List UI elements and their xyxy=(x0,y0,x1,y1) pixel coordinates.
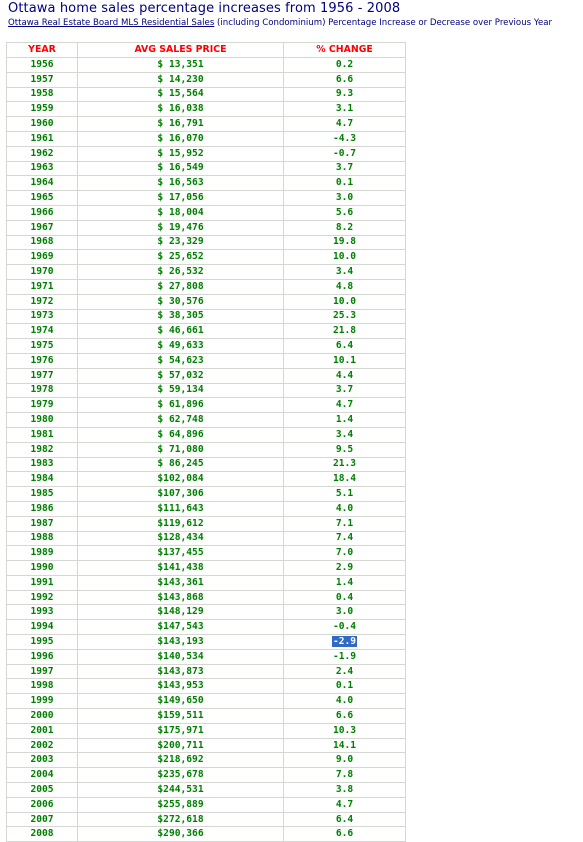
year-cell: 1956 xyxy=(7,58,78,73)
table-row xyxy=(7,368,406,383)
price-cell: $ 54,623 xyxy=(78,353,284,368)
price-cell: $ 16,563 xyxy=(78,176,284,191)
price-cell: $141,438 xyxy=(78,561,284,576)
table-row xyxy=(7,546,406,561)
price-cell: $137,455 xyxy=(78,546,284,561)
price-cell: $ 16,070 xyxy=(78,131,284,146)
price-cell: $ 16,791 xyxy=(78,117,284,132)
table-row xyxy=(7,679,406,694)
price-cell: $140,534 xyxy=(78,649,284,664)
change-cell: -0.4 xyxy=(284,620,406,635)
year-cell: 2008 xyxy=(7,827,78,842)
price-cell: $272,618 xyxy=(78,812,284,827)
price-cell: $ 14,230 xyxy=(78,72,284,87)
price-cell: $147,543 xyxy=(78,620,284,635)
price-cell: $119,612 xyxy=(78,516,284,531)
year-cell: 1971 xyxy=(7,279,78,294)
table-row xyxy=(7,87,406,102)
price-cell: $ 16,549 xyxy=(78,161,284,176)
year-cell: 1983 xyxy=(7,457,78,472)
year-cell: 1988 xyxy=(7,531,78,546)
change-cell: 1.4 xyxy=(284,575,406,590)
table-row xyxy=(7,265,406,280)
price-cell: $ 13,351 xyxy=(78,58,284,73)
year-cell: 1970 xyxy=(7,265,78,280)
year-cell: 1957 xyxy=(7,72,78,87)
subtitle-text: (including Condominium) Percentage Increase or Decrease over Previous Year xyxy=(214,18,553,28)
change-cell: 6.6 xyxy=(284,709,406,724)
year-cell: 1987 xyxy=(7,516,78,531)
table-row xyxy=(7,457,406,472)
price-cell: $ 59,134 xyxy=(78,383,284,398)
year-cell: 1967 xyxy=(7,220,78,235)
price-cell: $107,306 xyxy=(78,487,284,502)
table-row xyxy=(7,58,406,73)
table-row xyxy=(7,102,406,117)
table-row xyxy=(7,635,406,650)
price-cell: $ 49,633 xyxy=(78,339,284,354)
source-link[interactable]: Ottawa Real Estate Board MLS Residential Sales xyxy=(8,18,215,28)
year-cell: 1981 xyxy=(7,427,78,442)
change-cell: 1.4 xyxy=(284,413,406,428)
price-cell: $148,129 xyxy=(78,605,284,620)
table-row xyxy=(7,516,406,531)
table-row xyxy=(7,605,406,620)
table-row xyxy=(7,709,406,724)
year-cell: 1984 xyxy=(7,472,78,487)
year-cell: 1977 xyxy=(7,368,78,383)
price-cell: $ 15,564 xyxy=(78,87,284,102)
table-row xyxy=(7,117,406,132)
change-cell: 4.4 xyxy=(284,368,406,383)
change-cell: 10.0 xyxy=(284,250,406,265)
price-cell: $ 57,032 xyxy=(78,368,284,383)
change-cell: 3.4 xyxy=(284,265,406,280)
year-cell: 1992 xyxy=(7,590,78,605)
table-row xyxy=(7,250,406,265)
price-cell: $ 86,245 xyxy=(78,457,284,472)
page-subtitle xyxy=(8,18,552,28)
price-cell: $ 19,476 xyxy=(78,220,284,235)
change-cell: 4.7 xyxy=(284,117,406,132)
change-cell: 9.3 xyxy=(284,87,406,102)
year-cell: 1959 xyxy=(7,102,78,117)
year-cell: 1969 xyxy=(7,250,78,265)
price-cell: $ 62,748 xyxy=(78,413,284,428)
change-cell: 19.8 xyxy=(284,235,406,250)
change-cell: -4.3 xyxy=(284,131,406,146)
table-row xyxy=(7,827,406,842)
change-cell: 3.7 xyxy=(284,161,406,176)
price-cell: $143,873 xyxy=(78,664,284,679)
year-cell: 1979 xyxy=(7,398,78,413)
table-row xyxy=(7,723,406,738)
year-cell: 1965 xyxy=(7,191,78,206)
change-cell: 0.2 xyxy=(284,58,406,73)
table-row xyxy=(7,561,406,576)
change-cell: 7.8 xyxy=(284,768,406,783)
header-year: YEAR xyxy=(7,43,78,58)
price-cell: $ 64,896 xyxy=(78,427,284,442)
table-row xyxy=(7,176,406,191)
table-row xyxy=(7,294,406,309)
year-cell: 1999 xyxy=(7,694,78,709)
year-cell: 2007 xyxy=(7,812,78,827)
change-cell: 6.4 xyxy=(284,812,406,827)
year-cell: 1995 xyxy=(7,635,78,650)
price-cell: $159,511 xyxy=(78,709,284,724)
price-cell: $ 27,808 xyxy=(78,279,284,294)
year-cell: 2000 xyxy=(7,709,78,724)
price-cell: $ 23,329 xyxy=(78,235,284,250)
change-cell: 14.1 xyxy=(284,738,406,753)
year-cell: 2003 xyxy=(7,753,78,768)
change-cell: 5.1 xyxy=(284,487,406,502)
year-cell: 1960 xyxy=(7,117,78,132)
table-row xyxy=(7,279,406,294)
change-cell: 10.1 xyxy=(284,353,406,368)
table-row xyxy=(7,575,406,590)
change-cell: 3.0 xyxy=(284,605,406,620)
selected-text: -2.9 xyxy=(332,635,357,647)
year-cell: 1989 xyxy=(7,546,78,561)
table-row xyxy=(7,146,406,161)
price-cell: $ 26,532 xyxy=(78,265,284,280)
table-row xyxy=(7,590,406,605)
change-cell: -0.7 xyxy=(284,146,406,161)
year-cell: 1973 xyxy=(7,309,78,324)
change-cell: 4.7 xyxy=(284,797,406,812)
price-cell: $235,678 xyxy=(78,768,284,783)
year-cell: 1966 xyxy=(7,205,78,220)
table-row xyxy=(7,324,406,339)
table-row xyxy=(7,442,406,457)
year-cell: 1978 xyxy=(7,383,78,398)
table-row xyxy=(7,309,406,324)
year-cell: 1985 xyxy=(7,487,78,502)
table-row xyxy=(7,131,406,146)
table-row xyxy=(7,235,406,250)
year-cell: 1962 xyxy=(7,146,78,161)
price-cell: $200,711 xyxy=(78,738,284,753)
year-cell: 1994 xyxy=(7,620,78,635)
year-cell: 1986 xyxy=(7,501,78,516)
change-cell: 10.3 xyxy=(284,723,406,738)
year-cell: 1991 xyxy=(7,575,78,590)
table-row xyxy=(7,398,406,413)
change-cell: 7.1 xyxy=(284,516,406,531)
change-cell: 0.1 xyxy=(284,176,406,191)
change-cell: 2.9 xyxy=(284,561,406,576)
year-cell: 1976 xyxy=(7,353,78,368)
price-cell: $ 25,652 xyxy=(78,250,284,265)
table-row xyxy=(7,191,406,206)
year-cell: 1964 xyxy=(7,176,78,191)
price-cell: $128,434 xyxy=(78,531,284,546)
year-cell: 1968 xyxy=(7,235,78,250)
year-cell: 1972 xyxy=(7,294,78,309)
price-cell: $ 46,661 xyxy=(78,324,284,339)
price-cell: $143,953 xyxy=(78,679,284,694)
year-cell: 1990 xyxy=(7,561,78,576)
year-cell: 1974 xyxy=(7,324,78,339)
table-row xyxy=(7,383,406,398)
header-change: % CHANGE xyxy=(284,43,406,58)
table-row xyxy=(7,783,406,798)
table-row xyxy=(7,738,406,753)
change-cell: 4.0 xyxy=(284,501,406,516)
year-cell: 2001 xyxy=(7,723,78,738)
change-cell: 4.0 xyxy=(284,694,406,709)
change-cell: 6.4 xyxy=(284,339,406,354)
table-row xyxy=(7,501,406,516)
price-cell: $102,084 xyxy=(78,472,284,487)
year-cell: 1996 xyxy=(7,649,78,664)
year-cell: 1958 xyxy=(7,87,78,102)
table-row xyxy=(7,487,406,502)
header-row xyxy=(7,43,406,58)
table-row xyxy=(7,161,406,176)
price-cell: $175,971 xyxy=(78,723,284,738)
change-cell: 2.4 xyxy=(284,664,406,679)
sales-table xyxy=(6,42,406,842)
table-row xyxy=(7,413,406,428)
change-cell: 7.4 xyxy=(284,531,406,546)
table-row xyxy=(7,620,406,635)
change-cell: 4.7 xyxy=(284,398,406,413)
change-cell: 6.6 xyxy=(284,827,406,842)
table-row xyxy=(7,472,406,487)
change-cell: 10.0 xyxy=(284,294,406,309)
year-cell: 1998 xyxy=(7,679,78,694)
change-cell: 18.4 xyxy=(284,472,406,487)
table-row xyxy=(7,220,406,235)
year-cell: 1982 xyxy=(7,442,78,457)
change-cell: 5.6 xyxy=(284,205,406,220)
change-cell: 6.6 xyxy=(284,72,406,87)
price-cell: $ 30,576 xyxy=(78,294,284,309)
price-cell: $143,193 xyxy=(78,635,284,650)
change-cell: 9.5 xyxy=(284,442,406,457)
change-cell: 8.2 xyxy=(284,220,406,235)
price-cell: $ 16,038 xyxy=(78,102,284,117)
table-row xyxy=(7,649,406,664)
table-row xyxy=(7,694,406,709)
table-row xyxy=(7,812,406,827)
year-cell: 2005 xyxy=(7,783,78,798)
table-row xyxy=(7,205,406,220)
year-cell: 2002 xyxy=(7,738,78,753)
price-cell: $111,643 xyxy=(78,501,284,516)
table-row xyxy=(7,353,406,368)
page-title: Ottawa home sales percentage increases from 1956 - 2008 xyxy=(8,1,401,16)
year-cell: 1961 xyxy=(7,131,78,146)
change-cell: 7.0 xyxy=(284,546,406,561)
table-row xyxy=(7,427,406,442)
table-row xyxy=(7,531,406,546)
price-cell: $143,868 xyxy=(78,590,284,605)
change-cell: 9.0 xyxy=(284,753,406,768)
table-row xyxy=(7,768,406,783)
price-cell: $ 17,056 xyxy=(78,191,284,206)
price-cell: $ 71,080 xyxy=(78,442,284,457)
price-cell: $143,361 xyxy=(78,575,284,590)
change-cell: 3.4 xyxy=(284,427,406,442)
change-cell: 21.8 xyxy=(284,324,406,339)
table-row xyxy=(7,664,406,679)
price-cell: $ 38,305 xyxy=(78,309,284,324)
change-cell: 3.8 xyxy=(284,783,406,798)
table-row xyxy=(7,72,406,87)
change-cell: 0.4 xyxy=(284,590,406,605)
table-row xyxy=(7,753,406,768)
price-cell: $ 15,952 xyxy=(78,146,284,161)
price-cell: $149,650 xyxy=(78,694,284,709)
change-cell: 3.1 xyxy=(284,102,406,117)
change-cell: -1.9 xyxy=(284,649,406,664)
price-cell: $ 18,004 xyxy=(78,205,284,220)
year-cell: 1993 xyxy=(7,605,78,620)
price-cell: $218,692 xyxy=(78,753,284,768)
header-price: AVG SALES PRICE xyxy=(78,43,284,58)
year-cell: 1975 xyxy=(7,339,78,354)
price-cell: $244,531 xyxy=(78,783,284,798)
price-cell: $290,366 xyxy=(78,827,284,842)
change-cell: 3.0 xyxy=(284,191,406,206)
price-cell: $255,889 xyxy=(78,797,284,812)
change-cell: 3.7 xyxy=(284,383,406,398)
price-cell: $ 61,896 xyxy=(78,398,284,413)
year-cell: 2006 xyxy=(7,797,78,812)
change-cell xyxy=(284,635,406,650)
table-row xyxy=(7,339,406,354)
year-cell: 1980 xyxy=(7,413,78,428)
change-cell: 4.8 xyxy=(284,279,406,294)
change-cell: 0.1 xyxy=(284,679,406,694)
year-cell: 2004 xyxy=(7,768,78,783)
year-cell: 1997 xyxy=(7,664,78,679)
year-cell: 1963 xyxy=(7,161,78,176)
change-cell: 21.3 xyxy=(284,457,406,472)
change-cell: 25.3 xyxy=(284,309,406,324)
